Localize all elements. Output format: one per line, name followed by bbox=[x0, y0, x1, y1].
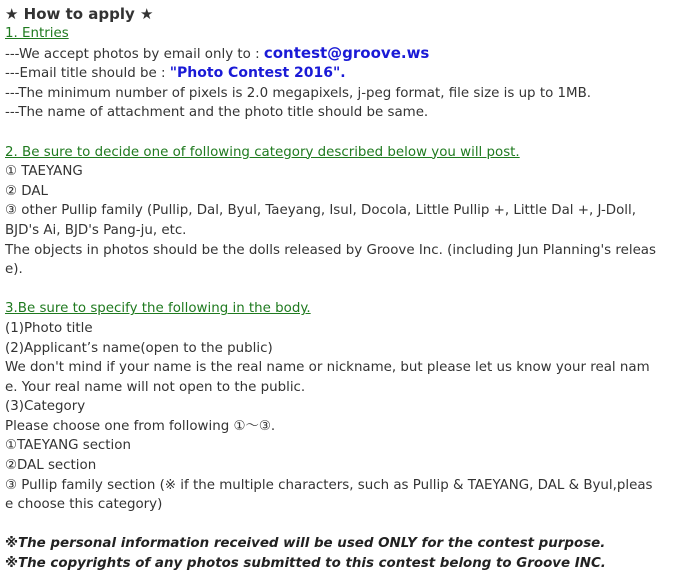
page-heading: ★ How to apply ★ bbox=[5, 5, 154, 23]
subject-prefix: ---Email title should be : bbox=[5, 66, 170, 82]
option-pullip-section-a: ③ Pullip family section (※ if the multiple characters, such as Pullip & TAEYANG, DAL & Byul,pleas bbox=[5, 477, 653, 493]
spacer bbox=[5, 123, 695, 143]
pixels-requirement: ---The minimum number of pixels is 2.0 megapixels, j-peg format, file size is up to 1MB. bbox=[5, 85, 592, 101]
section-entries-title: 1. Entries bbox=[5, 26, 69, 41]
option-taeyang-section: ①TAEYANG section bbox=[5, 438, 131, 454]
section-body-title: 3.Be sure to specify the following in the body. bbox=[5, 301, 311, 317]
privacy-note: ※The personal information received will be used ONLY for the contest purpose. bbox=[5, 536, 606, 552]
objects-note-a: The objects in photos should be the dolls released by Groove Inc. (including Jun Planning's releas bbox=[5, 242, 656, 258]
option-dal-section: ②DAL section bbox=[5, 458, 97, 474]
email-line bbox=[5, 44, 695, 65]
name-note-a: We don't mind if your name is the real name or nickname, but please let us know your real nam bbox=[5, 360, 650, 376]
subject-line bbox=[5, 64, 695, 84]
body-photo-title: (1)Photo title bbox=[5, 320, 93, 336]
category-item-dal: ② DAL bbox=[5, 183, 48, 199]
copyright-note: ※The copyrights of any photos submitted to this contest belong to Groove INC. bbox=[5, 556, 606, 572]
section-category-title: 2. Be sure to decide one of following category described below you will post. bbox=[5, 144, 520, 160]
email-subject: "Photo Contest 2016". bbox=[169, 65, 346, 82]
body-category-label: (3)Category bbox=[5, 399, 86, 415]
spacer bbox=[5, 515, 695, 535]
body-applicant-name: (2)Applicant’s name(open to the public) bbox=[5, 340, 273, 356]
option-pullip-section-b: e choose this category) bbox=[5, 497, 163, 513]
spacer bbox=[5, 280, 695, 300]
category-item-other-b: BJD's Ai, BJD's Pang-ju, etc. bbox=[5, 222, 187, 238]
category-item-other-a: ③ other Pullip family (Pullip, Dal, Byul, Taeyang, Isul, Docola, Little Pullip +, Little Dal +, J-Doll, bbox=[5, 203, 637, 219]
attachment-requirement: ---The name of attachment and the photo title should be same. bbox=[5, 105, 429, 121]
objects-note-b: e). bbox=[5, 262, 23, 278]
email-prefix: ---We accept photos by email only to : bbox=[5, 46, 264, 62]
contest-email-link[interactable]: contest@groove.ws bbox=[263, 43, 430, 62]
name-note-b: e. Your real name will not open to the public. bbox=[5, 379, 306, 395]
category-item-taeyang: ① TAEYANG bbox=[5, 164, 83, 180]
choose-instruction: Please choose one from following ①～③. bbox=[5, 418, 276, 434]
